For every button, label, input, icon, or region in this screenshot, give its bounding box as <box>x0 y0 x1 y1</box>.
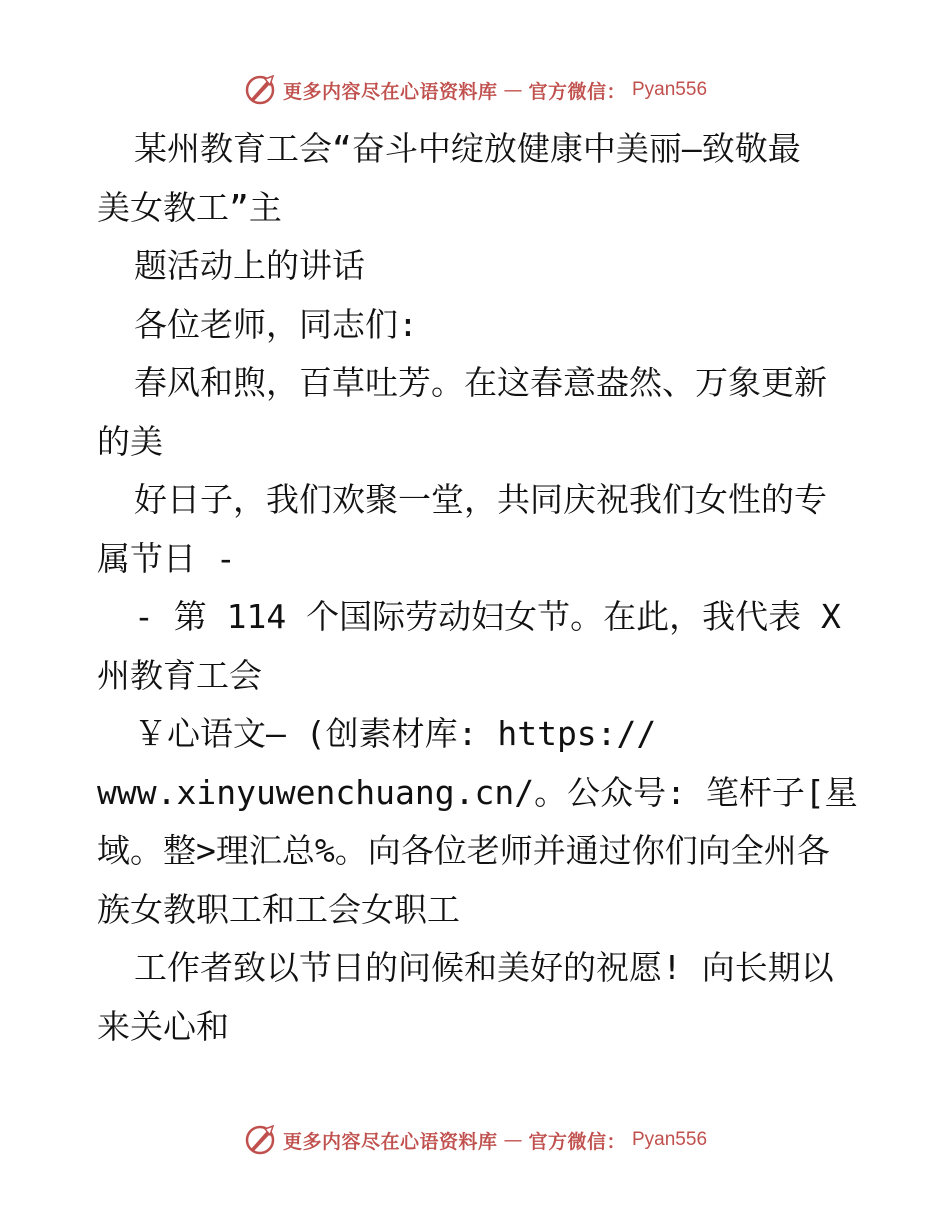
text-line: 州教育工会 <box>97 655 262 695</box>
text-line: 工作者致以节日的问候和美好的祝愿! 向长期以 <box>134 948 834 987</box>
quill-logo-icon <box>243 73 277 107</box>
text-line: 域。整>理汇总%。向各位老师并通过你们向全州各 <box>97 831 830 870</box>
banner-wechat-id: Pyan556 <box>632 1129 708 1150</box>
page-footer <box>0 1120 950 1160</box>
banner-wechat-id: Pyan556 <box>632 79 708 100</box>
text-line: 属节日 - <box>97 538 236 578</box>
banner-official-label: 官方微信： <box>528 1130 626 1153</box>
text-line: 来关心和 <box>97 1006 229 1046</box>
banner-title: 更多内容尽在心语资料库 <box>282 1130 498 1153</box>
text-line: 的美 <box>97 421 163 461</box>
banner-separator: — <box>503 1129 523 1151</box>
banner-title: 更多内容尽在心语资料库 <box>282 80 498 103</box>
text-line: www.xinyuwenchuang.cn/。公众号: 笔杆子[星 <box>97 772 858 812</box>
text-line: 美女教工”主 <box>97 187 282 227</box>
page-header <box>0 70 950 110</box>
text-line: 各位老师，同志们: <box>134 304 418 344</box>
quill-logo-icon <box>243 1123 277 1157</box>
text-line: 题活动上的讲话 <box>134 246 365 285</box>
text-line: ￥心语文— (创素材库: https:// <box>134 714 657 753</box>
header-banner <box>243 73 707 107</box>
text-line: 春风和煦，百草吐芳。在这春意盎然、万象更新 <box>134 363 827 402</box>
footer-banner <box>243 1123 707 1157</box>
text-line: 族女教职工和工会女职工 <box>97 889 460 929</box>
text-line: 某州教育工会“奋斗中绽放健康中美丽—致敬最 <box>134 129 801 168</box>
banner-separator: — <box>503 79 523 101</box>
document-body <box>97 120 857 1056</box>
text-line: - 第 114 个国际劳动妇女节。在此，我代表 X <box>134 597 841 636</box>
banner-official-label: 官方微信： <box>528 80 626 103</box>
text-line: 好日子，我们欢聚一堂，共同庆祝我们女性的专 <box>134 480 827 519</box>
